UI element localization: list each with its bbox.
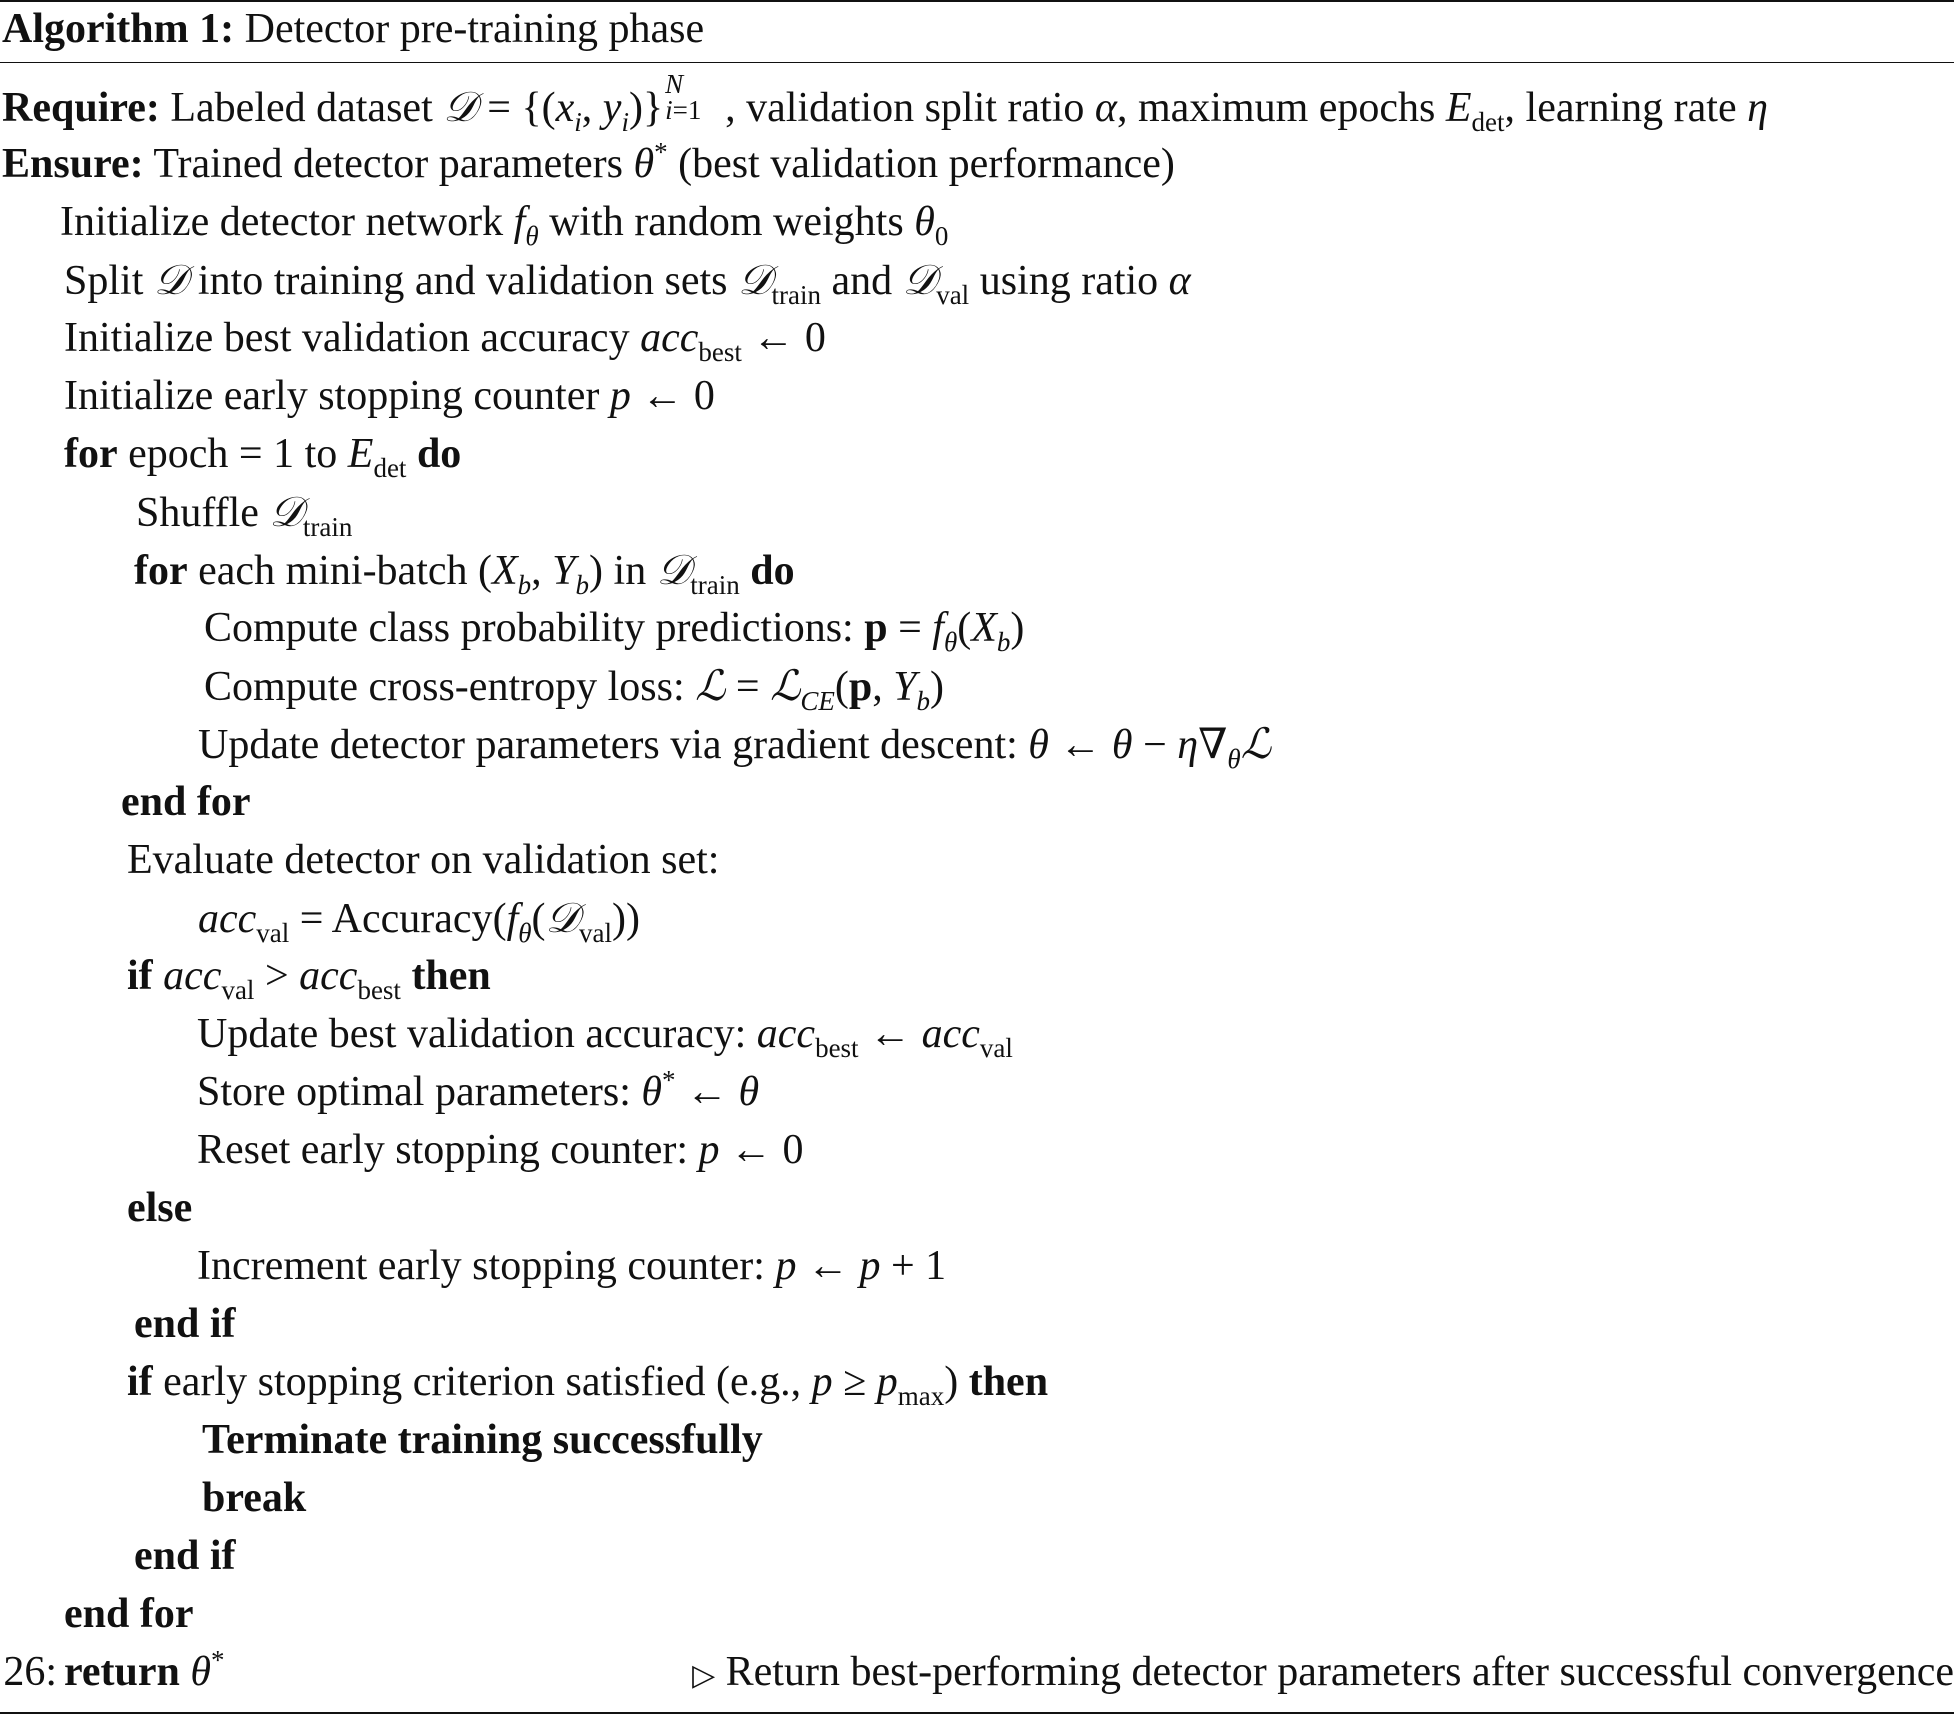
line-text: Increment early stopping counter: [197, 1243, 765, 1289]
keyword-if: if [127, 953, 153, 999]
line-text: Split [64, 258, 144, 304]
keyword-end-for: end for [121, 779, 251, 825]
keyword-then: then [411, 953, 491, 999]
line-text: early stopping criterion satisfied (e.g., [163, 1359, 802, 1405]
line-text: Initialize early stopping counter [64, 373, 600, 419]
keyword-for: for [134, 548, 188, 594]
keyword-do: do [750, 548, 795, 594]
line-text: Compute cross-entropy loss: [204, 664, 685, 710]
line-text: using ratio [979, 258, 1159, 304]
comment-text: Return best-performing detector parameters after successful convergence [725, 1649, 1954, 1695]
require-text: learning rate [1525, 85, 1737, 131]
header-rule [0, 62, 1954, 63]
line-text: Terminate training successfully [202, 1417, 763, 1463]
line-text: and [831, 258, 893, 304]
ensure-keyword: Ensure: [2, 141, 144, 187]
require-text: Labeled dataset [170, 85, 433, 131]
line-text: epoch = 1 to [128, 431, 338, 477]
line-text: Update detector parameters via gradient descent: [198, 722, 1018, 768]
line-text: = Accuracy [299, 896, 493, 942]
keyword-break: break [202, 1475, 307, 1521]
require-text: validation split ratio [746, 85, 1085, 131]
algorithm-label: Algorithm 1: [2, 6, 235, 52]
line-text: Initialize best validation accuracy [64, 315, 630, 361]
line-text: into training and validation sets [197, 258, 728, 304]
line-number: 26: [3, 1649, 57, 1695]
comment-triangle-icon: ▷ [692, 1659, 716, 1692]
line-text: with random weights [549, 199, 904, 245]
line-text: Store optimal parameters: [197, 1069, 631, 1115]
keyword-do: do [416, 431, 462, 477]
keyword-end-if: end if [134, 1533, 236, 1579]
require-text: maximum epochs [1137, 85, 1436, 131]
keyword-return: return [64, 1649, 180, 1695]
line-text: Reset early stopping counter: [197, 1127, 689, 1173]
line-text: Compute class probability predictions: [204, 605, 854, 651]
line-text: each mini-batch [198, 548, 468, 594]
keyword-end-for: end for [64, 1591, 194, 1637]
keyword-for: for [64, 431, 118, 477]
require-keyword: Require: [2, 85, 160, 131]
line-text: Update best validation accuracy: [197, 1011, 747, 1057]
keyword-then: then [968, 1359, 1049, 1405]
keyword-if: if [127, 1359, 153, 1405]
bottom-rule [0, 1712, 1954, 1714]
keyword-else: else [127, 1185, 193, 1231]
line-text: in [613, 548, 647, 594]
line-comment [692, 1643, 1954, 1705]
line-text: Evaluate detector on validation set: [127, 837, 720, 883]
algorithm-line: 26: return θ* ▷ Return best-performing detector parameters after successful convergence [0, 1643, 1954, 1701]
algorithm-title: Detector pre-training phase [244, 6, 705, 52]
ensure-text: Trained detector parameters [153, 141, 623, 187]
line-text: Shuffle [136, 490, 259, 536]
keyword-end-if: end if [134, 1301, 236, 1347]
ensure-text: (best validation performance) [678, 141, 1175, 187]
line-text: Initialize detector network [60, 199, 504, 245]
